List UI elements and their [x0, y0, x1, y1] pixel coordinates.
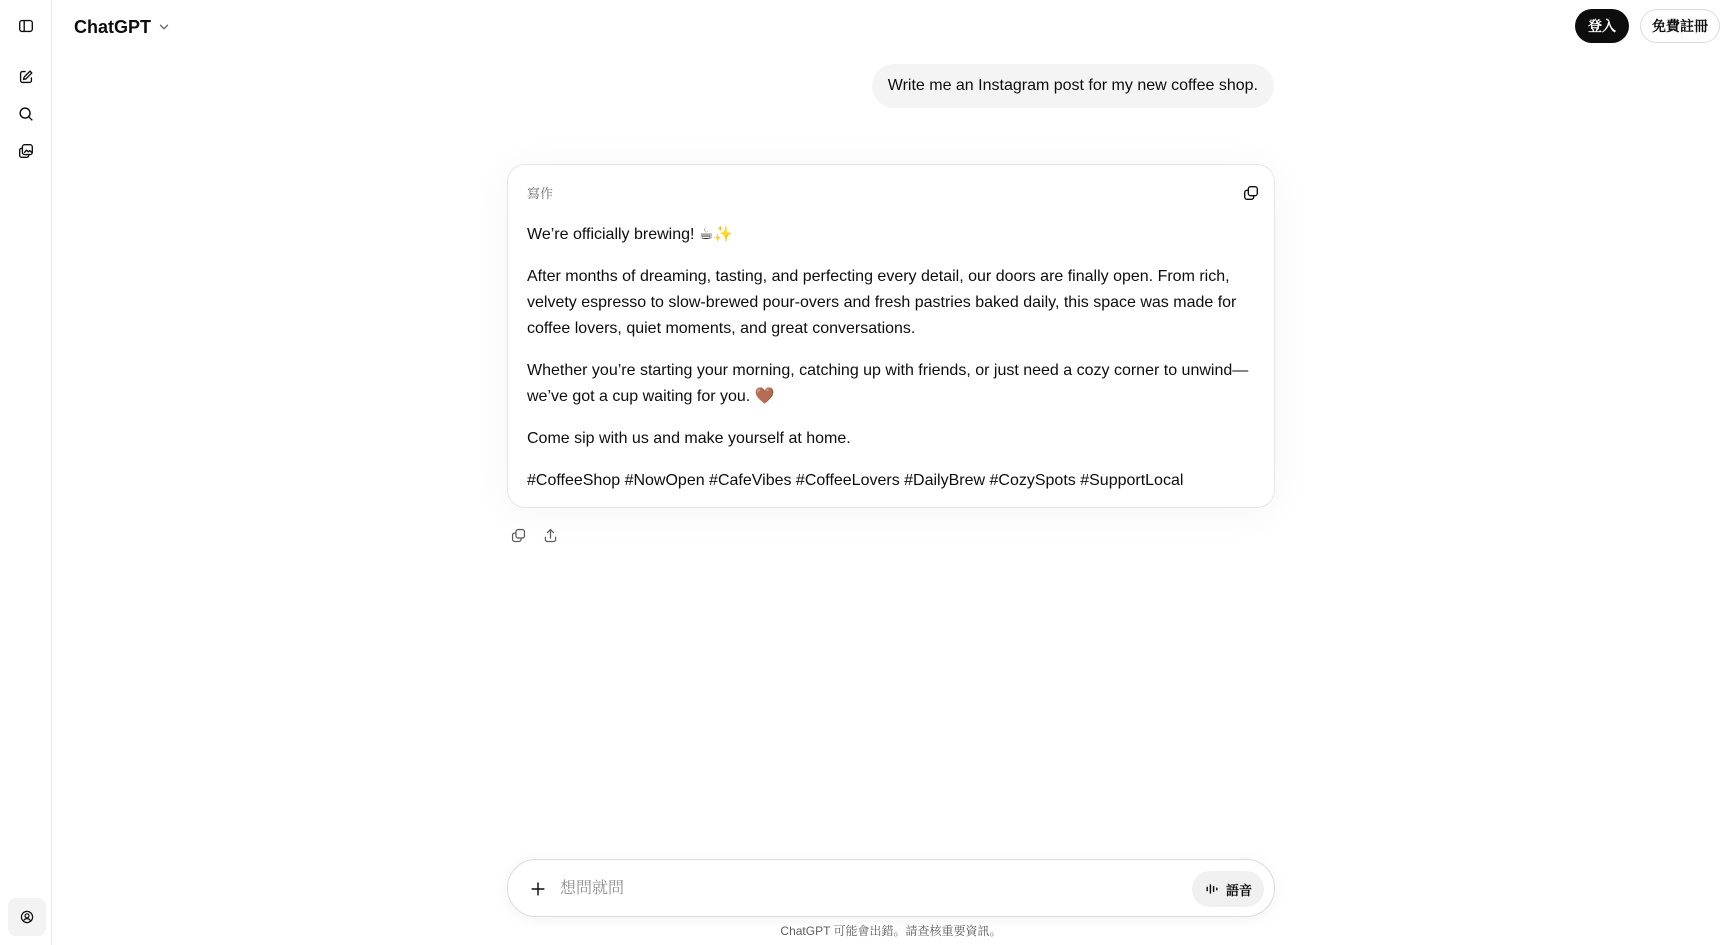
images-button[interactable]	[10, 135, 42, 167]
plus-icon	[529, 880, 547, 898]
signup-button[interactable]: 免費註冊	[1640, 9, 1720, 43]
share-button[interactable]	[537, 522, 563, 548]
new-chat-button[interactable]	[10, 61, 42, 93]
search-chats-button[interactable]	[10, 98, 42, 130]
copy-icon	[510, 527, 527, 544]
model-selector[interactable]	[70, 12, 175, 42]
waveform-icon	[1204, 881, 1220, 897]
message-actions	[505, 522, 563, 548]
copy-icon	[1242, 184, 1260, 202]
attach-button[interactable]	[522, 873, 554, 905]
canvas-hashtags: #CoffeeShop #NowOpen #CafeVibes #CoffeeLovers #DailyBrew #CozySpots #SupportLocal	[527, 472, 1184, 489]
disclaimer-text: ChatGPT 可能會出錯。請查核重要資訊。	[780, 924, 1002, 938]
voice-label: 語音	[1225, 882, 1252, 898]
share-icon	[542, 527, 559, 544]
sidebar-toggle-button[interactable]	[10, 10, 42, 42]
voice-mode-button[interactable]	[1192, 871, 1264, 907]
chevron-down-icon	[157, 20, 171, 34]
model-name: ChatGPT	[74, 16, 152, 37]
canvas-content	[527, 222, 1257, 510]
sidebar-rail	[0, 0, 52, 945]
top-bar	[52, 0, 1728, 54]
canvas-paragraph: Come sip with us and make yourself at home.	[527, 430, 851, 447]
prompt-input[interactable]	[560, 874, 1180, 904]
writing-canvas-card	[507, 164, 1275, 508]
user-message: Write me an Instagram post for my new coffee shop.	[872, 64, 1274, 108]
new-chat-icon	[17, 68, 35, 86]
canvas-paragraph: Whether you’re starting your morning, catching up with friends, or just need a cozy corner to unwind—we’ve got a cup waiting for you. 🤎	[527, 362, 1249, 405]
login-button[interactable]: 登入	[1575, 9, 1629, 43]
canvas-copy-button[interactable]	[1238, 180, 1264, 206]
canvas-paragraph: We’re officially brewing! ☕✨	[527, 226, 734, 243]
sidebar-toggle-icon	[17, 17, 35, 35]
message-composer	[507, 859, 1275, 917]
canvas-paragraph: After months of dreaming, tasting, and perfecting every detail, our doors are finally open. From rich, velvety espresso to slow-brewed pour-overs and fresh pastries baked daily, this space was made for coffee lovers, quiet moments, and great conversations.	[527, 268, 1237, 337]
search-icon	[17, 105, 35, 123]
images-icon	[17, 142, 35, 160]
user-avatar-icon	[19, 909, 35, 925]
user-account-button[interactable]	[8, 898, 46, 936]
canvas-type-label: 寫作	[527, 186, 554, 201]
copy-message-button[interactable]	[505, 522, 531, 548]
